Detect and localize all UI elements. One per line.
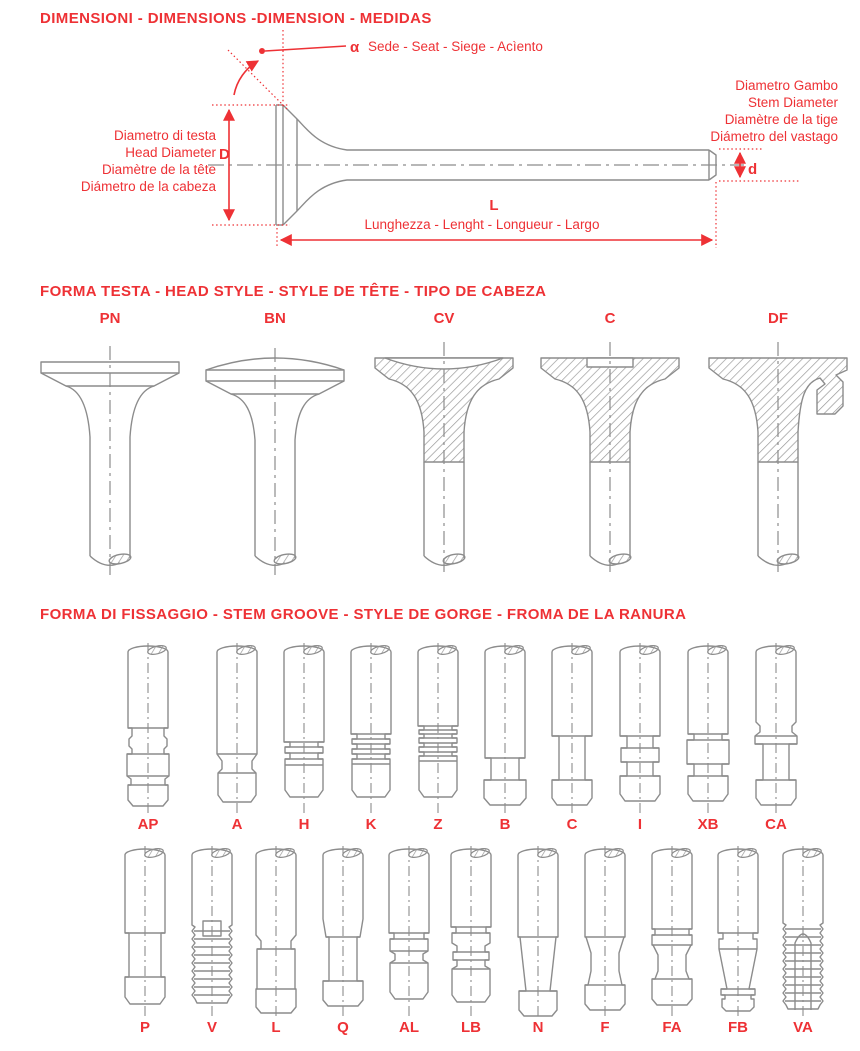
stem-groove-label: A [231,816,243,833]
head-style-bn [190,310,360,572]
stem-diameter-line: Diametro Gambo [735,78,838,93]
stem-groove-va [758,843,848,1043]
head-style-df [693,310,860,572]
head-style-section-title: FORMA TESTA - HEAD STYLE - STYLE DE TÊTE - TIPO DE CABEZA [40,283,547,300]
seat-label: Sede - Seat - Siege - Acìento [368,39,543,54]
head-diameter-line: Diamètre de la tête [101,162,216,177]
stem-groove-label: L [271,1019,281,1036]
stem-diameter-line: Stem Diameter [747,95,838,110]
head-style-df-icon [693,332,860,577]
stem-groove-label: LB [461,1019,481,1036]
stem-groove-label: P [139,1019,150,1036]
stem-groove-ap [103,640,193,840]
stem-groove-label: I [637,816,643,833]
length-symbol: L [489,197,499,214]
stem-groove-section-title: FORMA DI FISSAGGIO - STEM GROOVE - STYLE DE GORGE - FROMA DE LA RANURA [40,606,687,623]
stem-groove-label: VA [793,1019,813,1036]
head-style-c-icon [525,332,695,577]
stem-groove-label: Z [433,816,443,833]
valve-outline-icon [208,105,744,225]
head-style-label: C [604,310,616,327]
stem-groove-ca-icon [731,640,821,818]
stem-groove-label: B [499,816,511,833]
head-style-label: BN [264,310,286,327]
valve-dimension-drawing [0,0,860,262]
head-diameter-line: Diámetro de la cabeza [80,179,216,194]
head-style-c [525,310,695,572]
stem-diameter-line: Diámetro del vastago [710,129,838,144]
stem-groove-label: AL [399,1019,419,1036]
head-diameter-line: Diametro di testa [113,128,216,143]
d-small-symbol: d [748,161,758,178]
stem-groove-label: FA [662,1019,682,1036]
stem-groove-label: CA [765,816,787,833]
stem-groove-label: H [298,816,310,833]
stem-diameter-dimension [710,78,838,178]
dimensions-section-title: DIMENSIONI - DIMENSIONS -DIMENSION - MEDIDAS [40,10,432,27]
length-label: Lunghezza - Lenght - Longueur - Largo [364,217,600,232]
length-dimension [281,197,712,240]
stem-groove-va-icon [758,843,848,1021]
head-style-cv-icon [359,332,529,577]
stem-groove-label: F [600,1019,610,1036]
stem-groove-label: K [365,816,377,833]
head-style-pn-icon [25,332,195,577]
stem-groove-label: AP [137,816,159,833]
stem-groove-ap-icon [103,640,193,818]
stem-groove-label: FB [728,1019,748,1036]
head-diameter-dimension [81,110,230,220]
head-style-label: DF [768,310,788,327]
head-diameter-line: Head Diameter [125,145,216,160]
head-style-bn-icon [190,332,360,577]
stem-groove-label: XB [697,816,719,833]
head-style-pn [25,310,195,572]
stem-groove-ca [731,640,821,840]
d-capital-symbol: D [219,146,230,163]
head-style-cv [359,310,529,572]
alpha-symbol: α [350,39,360,56]
stem-groove-label: N [532,1019,544,1036]
stem-groove-label: C [566,816,578,833]
head-style-label: PN [99,310,121,327]
seat-angle-annotation [234,39,543,95]
stem-diameter-line: Diamètre de la tige [724,112,838,127]
stem-groove-label: Q [337,1019,349,1036]
stem-groove-label: V [206,1019,217,1036]
head-style-label: CV [433,310,455,327]
